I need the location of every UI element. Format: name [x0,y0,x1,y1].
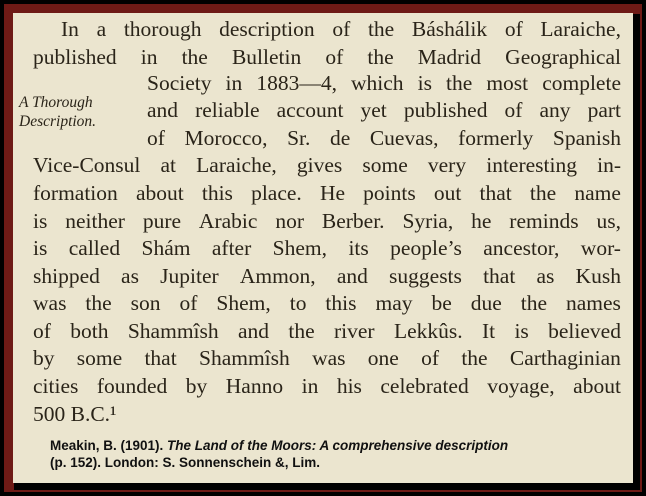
citation-suffix: (p. 152). London: S. Sonnenschein &, Lim. [50,455,321,470]
citation-title: The Land of the Moors: A comprehensive description [167,438,509,453]
margin-note-line-2: Description. [19,113,97,130]
margin-note-line-1: A Thorough [19,94,93,111]
text-line-4: and reliable account yet published of any part [147,98,621,122]
book-page [13,13,633,483]
text-line-10: shipped as Jupiter Ammon, and suggests that as Kush [33,264,621,288]
text-line-15: 500 B.C.¹ [33,402,117,426]
text-line-7: formation about this place. He points out that the name [33,181,621,205]
text-line-8: is neither pure Arabic nor Berber. Syria, he reminds us, [33,209,621,233]
text-line-3: Society in 1883—4, which is the most complete [147,71,621,95]
text-line-13: by some that Shammîsh was one of the Carthaginian [33,346,621,370]
citation [50,437,610,471]
text-line-9: is called Shám after Shem, its people’s ancestor, wor- [33,236,621,260]
citation-prefix: Meakin, B. (1901). [50,438,168,453]
text-line-12: of both Shammîsh and the river Lekkûs. It is believed [33,319,621,343]
text-line-1: In a thorough description of the Báshálik of Laraiche, [61,17,621,41]
text-line-11: was the son of Shem, to this may be due the names [33,291,621,315]
text-line-2: published in the Bulletin of the Madrid Geographical [33,45,621,69]
text-line-5: of Morocco, Sr. de Cuevas, formerly Spanish [147,126,621,150]
margin-note [19,93,129,131]
text-line-6: Vice-Consul at Laraiche, gives some very interesting in- [33,153,621,177]
text-line-14: cities founded by Hanno in his celebrated voyage, about [33,374,621,398]
